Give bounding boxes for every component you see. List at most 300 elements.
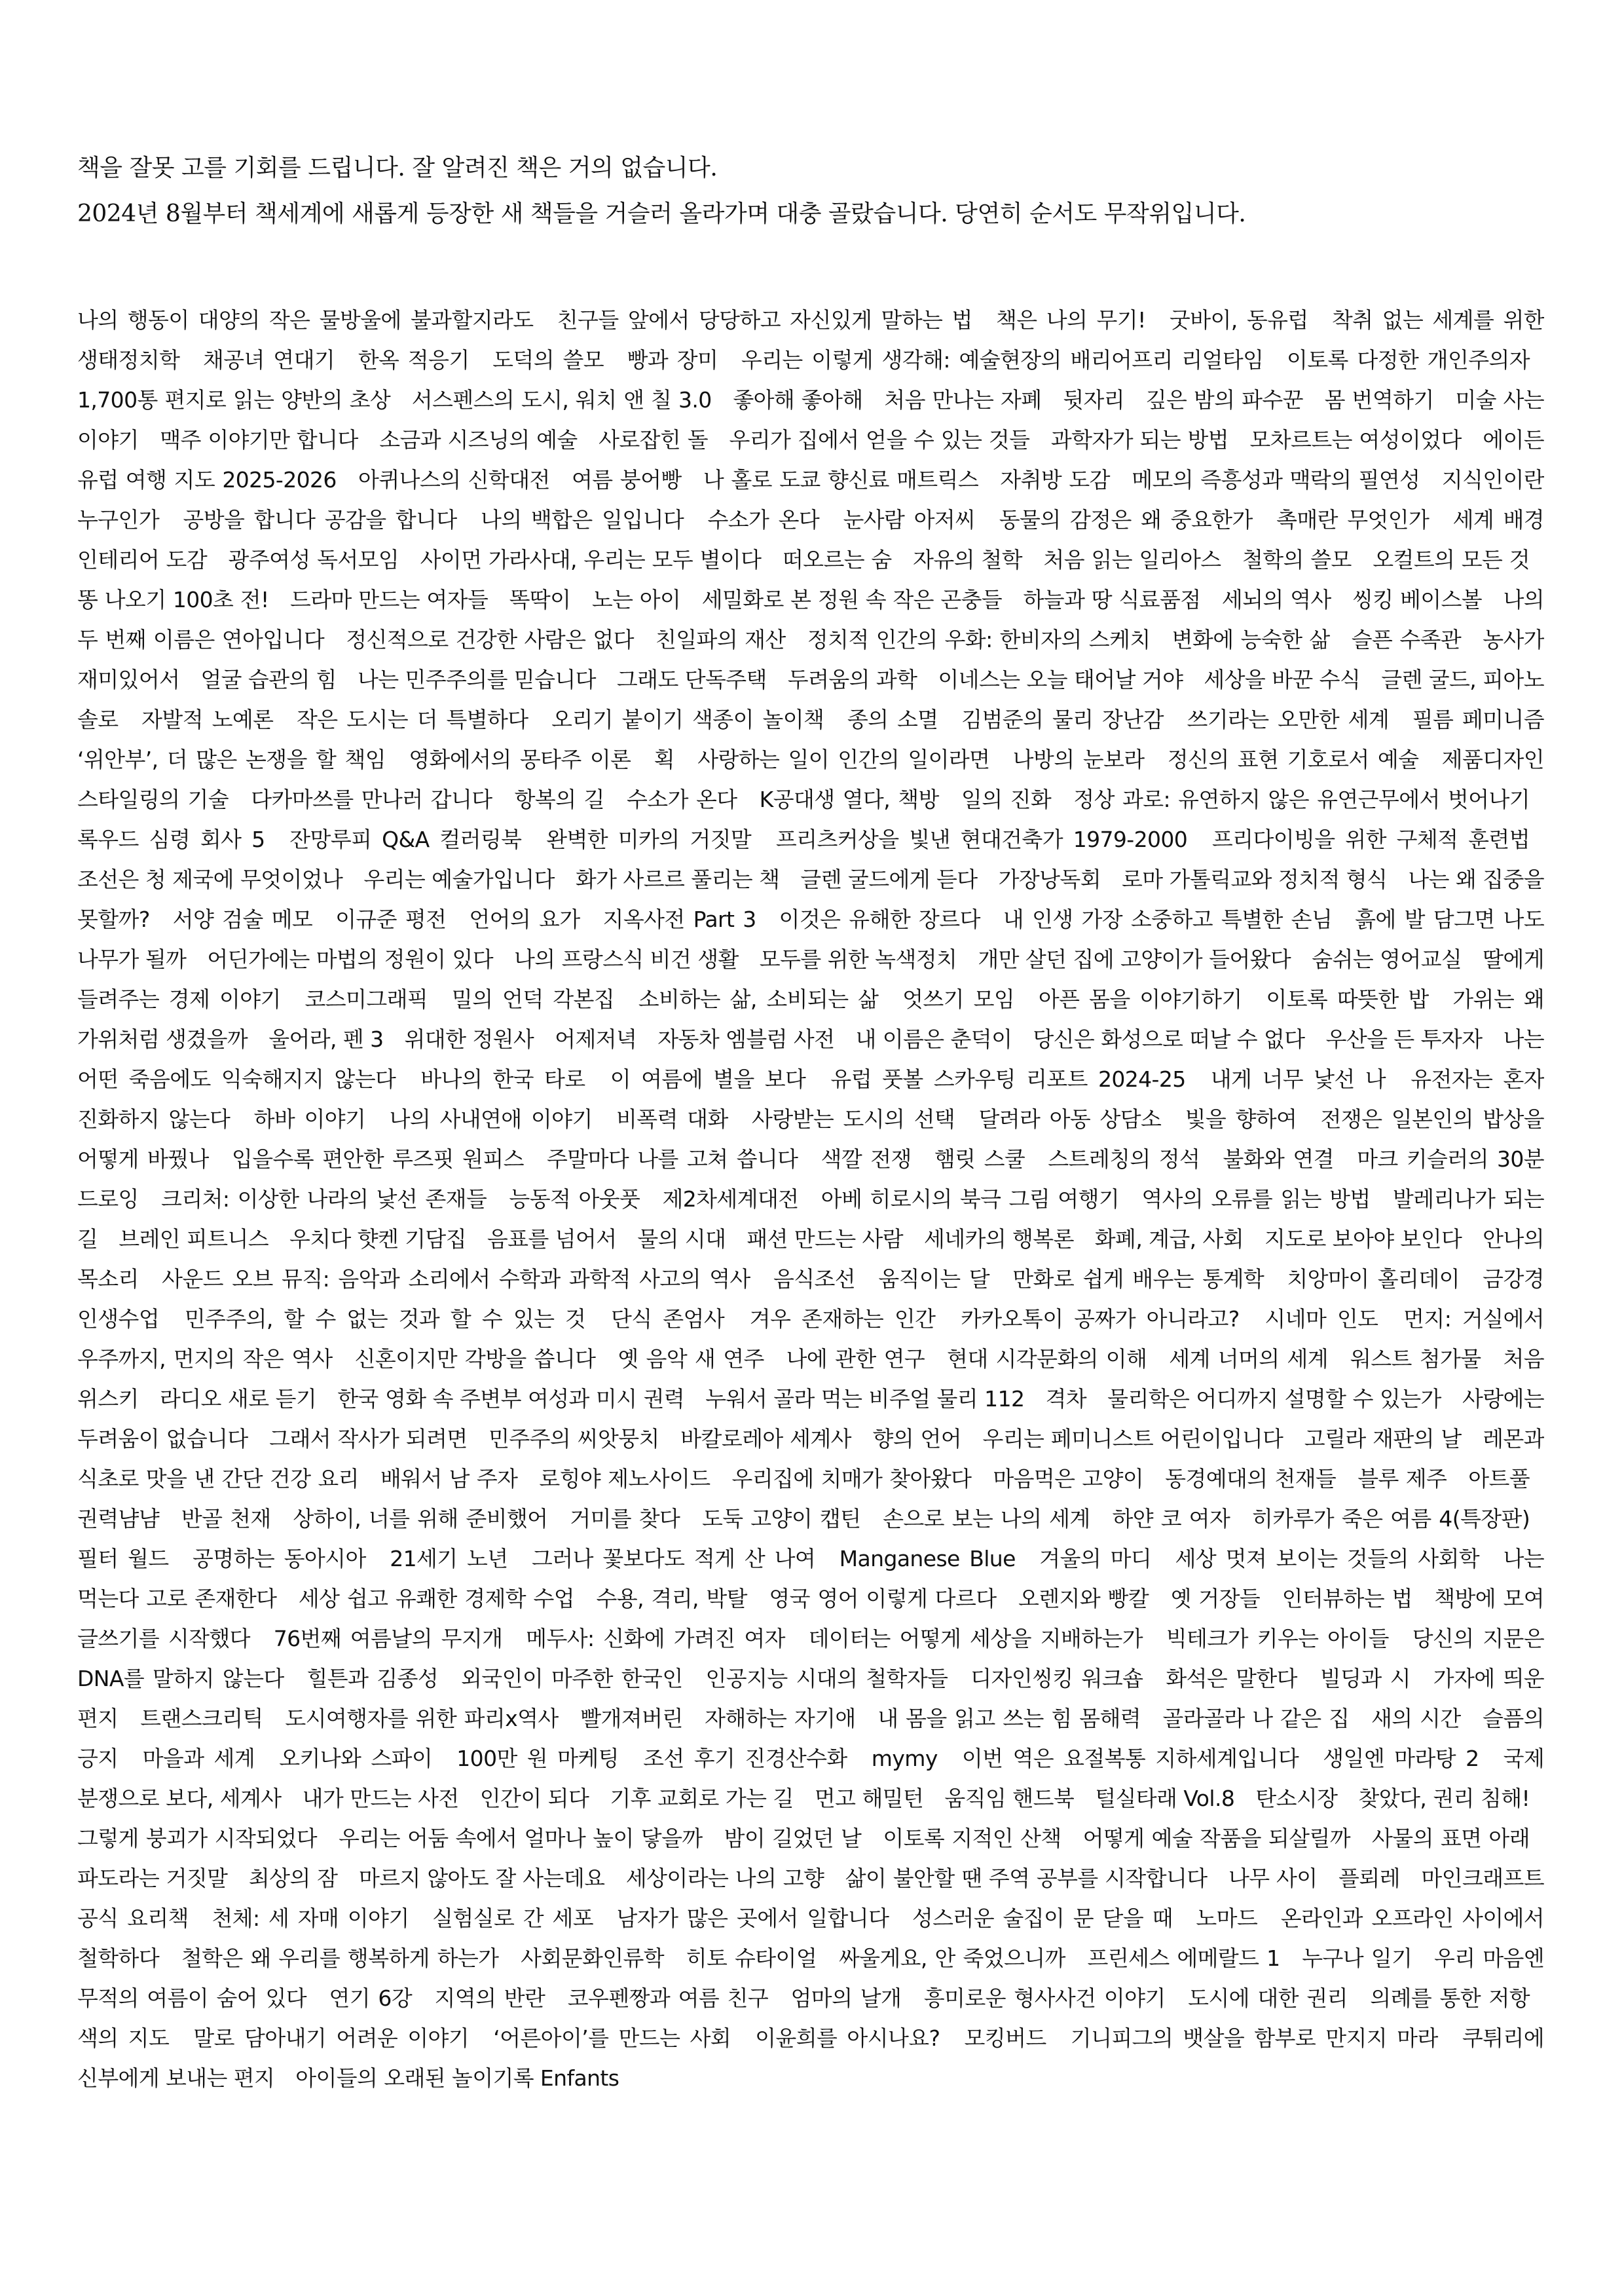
book-title: 물의 시대 xyxy=(637,1226,726,1252)
book-title: 나는 왜 집중을 못할까? xyxy=(77,867,1544,932)
book-title: 굿바이, 동유럽 xyxy=(1169,307,1308,333)
book-title: 자동차 엠블럼 사전 xyxy=(657,1026,835,1052)
book-title: 엄마의 날개 xyxy=(790,1985,902,2011)
book-title: 우리집에 치매가 찾아왔다 xyxy=(731,1466,972,1492)
book-title: 전쟁은 일본인의 밥상을 어떻게 바꿨나 xyxy=(77,1106,1544,1172)
book-title: 영국 영어 이렇게 다르다 xyxy=(769,1586,997,1611)
book-title: 세상이라는 나의 고향 xyxy=(625,1866,824,1891)
book-title: 아이들의 오래된 놀이기록 Enfants xyxy=(295,2065,619,2091)
book-title: 트랜스크리틱 xyxy=(140,1706,263,1731)
book-title: 나의 사내연애 이야기 xyxy=(389,1106,593,1132)
book-title: 우리가 집에서 얻을 수 있는 것들 xyxy=(729,427,1030,453)
book-title: 로마 가톨릭교와 정치적 형식 xyxy=(1121,867,1388,892)
book-title: 사로잡힌 돌 xyxy=(599,427,708,453)
book-title: 음식조선 xyxy=(773,1266,856,1292)
book-title: 글렌 굴드에게 듣다 xyxy=(800,867,978,892)
book-title: 책은 나의 무기! xyxy=(996,307,1146,333)
book-title: 이번 역은 요절복통 지하세계입니다 xyxy=(961,1746,1299,1771)
book-title: 엇쓰기 모임 xyxy=(902,986,1015,1012)
book-title: 우치다 햣켄 기담집 xyxy=(289,1226,466,1252)
book-title: 드라마 만드는 여자들 xyxy=(289,587,489,612)
book-title: 이토록 지적인 산책 xyxy=(883,1826,1061,1851)
book-title: 쓰기라는 오만한 세계 xyxy=(1187,707,1390,732)
book-title: 나에 관한 연구 xyxy=(786,1346,925,1372)
book-title: 이토록 다정한 개인주의자 xyxy=(1286,347,1530,373)
book-title: 획 xyxy=(654,747,674,772)
book-title: 이네스는 오늘 태어날 거야 xyxy=(938,667,1183,692)
book-title: 딸에게 들려주는 경제 이야기 xyxy=(77,947,1544,1012)
book-title: 빌딩과 시 xyxy=(1320,1666,1411,1691)
book-title: 철학의 쓸모 xyxy=(1242,547,1352,572)
book-title: 기후 교회로 가는 길 xyxy=(610,1786,794,1811)
book-title: 먼고 해밀턴 xyxy=(814,1786,924,1811)
book-title: 찾았다, 권리 침해! xyxy=(1358,1786,1530,1811)
book-title: 이 여름에 별을 보다 xyxy=(610,1066,806,1092)
book-title: 록우드 심령 회사 5 xyxy=(77,827,265,852)
book-title: 골라골라 나 같은 집 xyxy=(1162,1706,1350,1731)
book-title: 지옥사전 Part 3 xyxy=(602,907,756,932)
book-title: 공명하는 동아시아 xyxy=(193,1546,366,1571)
book-title: 빛을 향하여 xyxy=(1185,1106,1297,1132)
book-title: 마크 키슬러의 30분 드로잉 xyxy=(77,1146,1544,1212)
book-title: 메두사: 신화에 가려진 여자 xyxy=(526,1626,785,1651)
book-title: 모킹버드 xyxy=(964,2025,1046,2051)
book-title: 남자가 많은 곳에서 일합니다 xyxy=(616,1905,889,1931)
book-title: 색의 지도 xyxy=(77,2025,170,2051)
book-title: mymy xyxy=(871,1746,938,1771)
book-title: 책방에 모여 글쓰기를 시작했다 xyxy=(77,1586,1544,1651)
book-title: Manganese Blue xyxy=(839,1546,1016,1571)
book-title: 아픈 몸을 이야기하기 xyxy=(1038,986,1242,1012)
book-title: 과학자가 되는 방법 xyxy=(1050,427,1229,453)
book-title: 완벽한 미카의 거짓말 xyxy=(546,827,752,852)
book-title: 나의 두 번째 이름은 연아입니다 xyxy=(77,587,1544,652)
book-title: 인간이 되다 xyxy=(479,1786,589,1811)
book-title: 잔망루피 Q&A 컬러링북 xyxy=(289,827,522,852)
book-title: 나는 먹는다 고로 존재한다 xyxy=(77,1546,1544,1611)
book-title: 세상 멋져 보이는 것들의 사회학 xyxy=(1175,1546,1480,1571)
book-title: 그렇게 붕괴가 시작되었다 xyxy=(77,1826,318,1851)
book-title: 지역의 반란 xyxy=(434,1985,545,2011)
book-title: 시네마 인도 xyxy=(1264,1306,1378,1332)
book-title: 음표를 넘어서 xyxy=(487,1226,617,1252)
intro-line-2: 2024년 8월부터 책세계에 새롭게 등장한 새 책들을 거슬러 올라가며 대충 골랐습니다. 당연히 순서도 무작위입니다. xyxy=(77,200,1246,227)
book-title: 화폐, 계급, 사회 xyxy=(1094,1226,1244,1252)
book-title: 수소가 온다 xyxy=(707,507,820,533)
book-title: 마인크래프트 공식 요리책 xyxy=(77,1866,1544,1931)
book-title: 색깔 전쟁 xyxy=(821,1146,912,1172)
book-title: 사랑하는 일이 인간의 일이라면 xyxy=(697,747,990,772)
book-title: 겨울의 마디 xyxy=(1039,1546,1152,1571)
book-title: 깊은 밤의 파수꾼 xyxy=(1145,387,1303,413)
book-title: 프린세스 에메랄드 1 xyxy=(1087,1945,1280,1971)
book-title: 권력냠냠 xyxy=(77,1506,160,1531)
book-title: 소비하는 삶, 소비되는 삶 xyxy=(638,986,879,1012)
book-title: 오리기 붙이기 색종이 놀이책 xyxy=(551,707,824,732)
book-title: 단식 존엄사 xyxy=(611,1306,725,1332)
book-title: 밀의 언덕 각본집 xyxy=(451,986,615,1012)
book-title: 친구들 앞에서 당당하고 자신있게 말하는 법 xyxy=(557,307,972,333)
book-title: 움직임 핸드북 xyxy=(944,1786,1075,1811)
book-title: 위대한 정원사 xyxy=(404,1026,534,1052)
book-title: 안나의 목소리 xyxy=(77,1226,1544,1292)
book-title: 당신은 화성으로 떠날 수 없다 xyxy=(1033,1026,1305,1052)
book-title: 당신의 지문은 DNA를 말하지 않는다 xyxy=(77,1626,1544,1691)
book-title: 로힝야 제노사이드 xyxy=(539,1466,710,1492)
book-title: 좋아해 좋아해 xyxy=(733,387,863,413)
book-title: 동물의 감정은 왜 중요한가 xyxy=(999,507,1253,533)
book-title: 나방의 눈보라 xyxy=(1012,747,1145,772)
book-title: 마음먹은 고양이 xyxy=(993,1466,1144,1492)
book-title: 유럽 풋볼 스카우팅 리포트 2024-25 xyxy=(830,1066,1186,1092)
book-title: 정신의 표현 기호로서 예술 xyxy=(1167,747,1419,772)
book-title: 패션 만드는 사람 xyxy=(747,1226,904,1252)
book-title: 도둑 고양이 캡틴 xyxy=(702,1506,861,1531)
book-title: 사랑에는 두려움이 없습니다 xyxy=(77,1386,1544,1452)
book-title: 이규준 평전 xyxy=(335,907,447,932)
intro-line-1: 책을 잘못 고를 기회를 드립니다. 잘 알려진 책은 거의 없습니다. xyxy=(77,155,718,181)
book-title: 바나의 한국 타로 xyxy=(420,1066,585,1092)
book-title: 지식인이란 누구인가 xyxy=(77,467,1544,533)
book-title: 의례를 통한 저항 xyxy=(1370,1985,1530,2011)
book-title: 고릴라 재판의 날 xyxy=(1304,1426,1462,1452)
book-title: 세네카의 행복론 xyxy=(924,1226,1074,1252)
book-title: 에이든 유럽 여행 지도 2025-2026 xyxy=(77,427,1544,493)
book-title: 달려라 아동 상담소 xyxy=(978,1106,1162,1132)
book-title: 불화와 연결 xyxy=(1223,1146,1334,1172)
book-title: 이토록 따뜻한 밥 xyxy=(1266,986,1429,1012)
book-title: 1,700통 편지로 읽는 양반의 초상 xyxy=(77,387,391,413)
book-title: 배워서 남 주자 xyxy=(380,1466,518,1492)
book-title: 내 몸을 읽고 쓰는 힘 몸해력 xyxy=(877,1706,1141,1731)
book-title: 카카오톡이 공짜가 아니라고? xyxy=(961,1306,1240,1332)
book-title: 데이터는 어떻게 세상을 지배하는가 xyxy=(808,1626,1143,1651)
book-title: 삶이 불안할 땐 주역 공부를 시작합니다 xyxy=(845,1866,1208,1891)
book-title: 금강경 인생수업 xyxy=(77,1266,1544,1332)
book-title: 아베 히로시의 북극 그림 여행기 xyxy=(821,1186,1120,1212)
book-title: 라디오 새로 듣기 xyxy=(159,1386,317,1412)
book-title: 실험실로 간 세포 xyxy=(432,1905,594,1931)
book-title: 기니피그의 뱃살을 함부로 만지지 마라 xyxy=(1070,2025,1438,2051)
book-title: 내 인생 가장 소중하고 특별한 손님 xyxy=(1003,907,1333,932)
book-title: 격차 xyxy=(1045,1386,1087,1412)
book-title: 민주주의, 할 수 없는 것과 할 수 있는 것 xyxy=(184,1306,586,1332)
book-title: 역사의 오류를 읽는 방법 xyxy=(1141,1186,1371,1212)
book-title: 주말마다 나를 고쳐 씁니다 xyxy=(547,1146,798,1172)
book-title: 오키나와 스파이 xyxy=(279,1746,433,1771)
book-title: 농사가 재미있어서 xyxy=(77,627,1544,692)
book-title: 상하이, 너를 위해 준비했어 xyxy=(293,1506,548,1531)
book-title: 나의 프랑스식 비건 생활 xyxy=(514,947,739,972)
book-title: 이것은 유해한 장르다 xyxy=(779,907,980,932)
book-title: 내게 너무 낯선 나 xyxy=(1210,1066,1386,1092)
book-title: 우리는 예술가입니다 xyxy=(363,867,555,892)
book-title: 국제 분쟁으로 보다, 세계사 xyxy=(77,1746,1544,1811)
book-title: 어떻게 예술 작품을 되살릴까 xyxy=(1082,1826,1350,1851)
book-title: 사이먼 가라사대, 우리는 모두 별이다 xyxy=(420,547,762,572)
book-title: 나의 백합은 일입니다 xyxy=(481,507,684,533)
book-title: 흥미로운 형사사건 이야기 xyxy=(923,1985,1166,2011)
book-title: 채공녀 연대기 xyxy=(202,347,335,373)
book-title: 처음 읽는 일리아스 xyxy=(1043,547,1221,572)
book-title: 소금과 시즈닝의 예술 xyxy=(379,427,578,453)
book-title: 우리는 페미니스트 어린이입니다 xyxy=(982,1426,1283,1452)
book-title: 유전자는 혼자 진화하지 않는다 xyxy=(77,1066,1544,1132)
book-title: 가장낭독회 xyxy=(998,867,1101,892)
book-title: 프리츠커상을 빛낸 현대건축가 1979-2000 xyxy=(775,827,1188,852)
book-title: 서스펜스의 도시, 워치 앤 칠 3.0 xyxy=(411,387,712,413)
book-title: 정신적으로 건강한 사람은 없다 xyxy=(346,627,634,652)
book-title: 도시여행자를 위한 파리x역사 xyxy=(285,1706,559,1731)
book-title: 나는 민주주의를 믿습니다 xyxy=(357,667,596,692)
book-title: 착취 없는 세계를 위한 생태정치학 xyxy=(77,307,1544,373)
book-title: 세계 배경 인테리어 도감 xyxy=(77,507,1544,572)
book-title: 레몬과 식초로 맛을 낸 간단 건강 요리 xyxy=(77,1426,1544,1492)
book-title: 오컬트의 모든 것 xyxy=(1373,547,1530,572)
book-title: 21세기 노년 xyxy=(390,1546,508,1571)
book-title: 지도로 보아야 보인다 xyxy=(1264,1226,1462,1252)
book-title: 노는 아이 xyxy=(591,587,681,612)
book-title-list xyxy=(77,300,1544,2098)
book-title: 하늘과 땅 식료품점 xyxy=(1023,587,1201,612)
book-title: 빵과 장미 xyxy=(627,347,718,373)
book-title: 그러나 꽃보다도 적게 산 나여 xyxy=(532,1546,816,1571)
book-title: 화가 사르르 풀리는 책 xyxy=(575,867,780,892)
book-title: 말로 담아내기 어려운 이야기 xyxy=(193,2025,470,2051)
book-title: 치앙마이 홀리데이 xyxy=(1287,1266,1460,1292)
book-title: 마르지 않아도 잘 사는데요 xyxy=(358,1866,605,1891)
book-title: 햄릿 스쿨 xyxy=(934,1146,1025,1172)
book-title: 메모의 즉흥성과 맥락의 필연성 xyxy=(1132,467,1420,493)
book-title: 자발적 노예론 xyxy=(141,707,274,732)
book-title: 언어의 요가 xyxy=(469,907,580,932)
book-title: 움직이는 달 xyxy=(878,1266,990,1292)
book-title: 세상을 바꾼 수식 xyxy=(1204,667,1361,692)
book-title: 친일파의 재산 xyxy=(655,627,786,652)
book-title: 털실타래 Vol.8 xyxy=(1095,1786,1235,1811)
book-title: 오렌지와 빵칼 xyxy=(1018,1586,1149,1611)
book-title: 종의 소멸 xyxy=(847,707,938,732)
book-title: 빅테크가 키우는 아이들 xyxy=(1166,1626,1389,1651)
book-title: 동경예대의 천재들 xyxy=(1165,1466,1337,1492)
book-title: 힐튼과 김종성 xyxy=(306,1666,439,1691)
book-title: 나의 행동이 대양의 작은 물방울에 불과할지라도 xyxy=(77,307,534,333)
book-title: 민주주의 씨앗뭉치 xyxy=(489,1426,659,1452)
book-title: 히카루가 죽은 여름 4(특장판) xyxy=(1251,1506,1530,1531)
book-title: 만화로 쉽게 배우는 통계학 xyxy=(1012,1266,1264,1292)
book-title: 세상 쉽고 유쾌한 경제학 수업 xyxy=(298,1586,575,1611)
book-title: 수소가 온다 xyxy=(627,787,737,812)
book-title: 온라인과 오프라인 사이에서 철학하다 xyxy=(77,1905,1544,1971)
book-title: 100만 원 마케팅 xyxy=(456,1746,619,1771)
book-title: 빨개져버린 xyxy=(580,1706,683,1731)
book-title: 우리는 어둠 속에서 얼마나 높이 닿을까 xyxy=(339,1826,703,1851)
book-title: 가위는 왜 가위처럼 생겼을까 xyxy=(77,986,1544,1052)
book-title: 거미를 찾다 xyxy=(570,1506,680,1531)
book-title: 사랑받는 도시의 선택 xyxy=(752,1106,955,1132)
book-title: 광주여성 독서모임 xyxy=(228,547,399,572)
book-title: 사물의 표면 아래 xyxy=(1372,1826,1530,1851)
book-title: 우산을 든 투자자 xyxy=(1325,1026,1483,1052)
book-title: 바칼로레아 세계사 xyxy=(680,1426,851,1452)
book-title: 똥 나오기 100초 전! xyxy=(77,587,269,612)
book-title: 처음 만나는 자폐 xyxy=(884,387,1042,413)
book-title: 여름 붕어빵 xyxy=(572,467,682,493)
book-title: 필터 월드 xyxy=(77,1546,169,1571)
book-title: 천체: 세 자매 이야기 xyxy=(212,1905,409,1931)
book-title: 일의 진화 xyxy=(961,787,1052,812)
book-title: 워스트 첨가물 xyxy=(1350,1346,1481,1372)
book-title: 내가 만드는 사전 xyxy=(302,1786,459,1811)
book-title: 조선은 청 제국에 무엇이었나 xyxy=(77,867,343,892)
book-title: 최상의 잠 xyxy=(248,1866,338,1891)
book-title: 새의 시간 xyxy=(1371,1706,1461,1731)
book-title: 탄소시장 xyxy=(1255,1786,1338,1811)
book-title: 옛 거장들 xyxy=(1170,1586,1261,1611)
book-title: 수용, 격리, 박탈 xyxy=(596,1586,747,1611)
book-title: 블루 제주 xyxy=(1357,1466,1447,1492)
book-title: 76번째 여름날의 무지개 xyxy=(273,1626,503,1651)
book-title: 반골 천재 xyxy=(181,1506,271,1531)
book-title: 도시에 대한 권리 xyxy=(1188,1985,1348,2011)
book-title: 모두를 위한 녹색정치 xyxy=(759,947,957,972)
book-title: 디자인씽킹 워크숍 xyxy=(970,1666,1143,1691)
book-title: 철학은 왜 우리를 행복하게 하는가 xyxy=(181,1945,499,1971)
book-title: 필름 페미니즘 ‘위안부’, 더 많은 논쟁을 할 책임 xyxy=(77,707,1544,772)
book-title: 개만 살던 집에 고양이가 들어왔다 xyxy=(978,947,1291,972)
book-title: 인공지능 시대의 철학자들 xyxy=(705,1666,948,1691)
book-title: 아트풀 xyxy=(1468,1466,1530,1492)
book-title: 브레인 피트니스 xyxy=(119,1226,269,1252)
book-title: 우리는 이렇게 생각해: 예술현장의 배리어프리 리얼타임 xyxy=(741,347,1264,373)
book-title: 서양 검술 메모 xyxy=(172,907,313,932)
book-title: 능동적 아웃풋 xyxy=(509,1186,640,1212)
book-title: ‘어른아이’를 만드는 사회 xyxy=(493,2025,731,2051)
book-title: 우리 마음엔 무적의 여름이 숨어 있다 xyxy=(77,1945,1544,2011)
book-title: 눈사람 아저씨 xyxy=(843,507,976,533)
book-title: 제2차세계대전 xyxy=(662,1186,799,1212)
book-title: 도덕의 쓸모 xyxy=(492,347,604,373)
book-title: 슬픔의 긍지 xyxy=(77,1706,1544,1771)
book-title: 몸 번역하기 xyxy=(1324,387,1434,413)
book-title: 세계 너머의 세계 xyxy=(1169,1346,1329,1372)
book-title: 스트레칭의 정석 xyxy=(1048,1146,1200,1172)
book-title: 촉매란 무엇인가 xyxy=(1276,507,1430,533)
book-title: 먼지: 거실에서 우주까지, 먼지의 작은 역사 xyxy=(77,1306,1544,1372)
book-title: 코스미그래픽 xyxy=(304,986,428,1012)
book-title: 김범준의 물리 장난감 xyxy=(961,707,1164,732)
book-title: 누워서 골라 먹는 비주얼 물리 112 xyxy=(705,1386,1025,1412)
book-title: 모차르트는 여성이었다 xyxy=(1249,427,1462,453)
book-title: 향의 언어 xyxy=(872,1426,962,1452)
book-title: 신혼이지만 각방을 씁니다 xyxy=(354,1346,596,1372)
book-title: 숨쉬는 영어교실 xyxy=(1312,947,1462,972)
book-title: 노마드 xyxy=(1196,1905,1258,1931)
book-title: 떠오르는 숨 xyxy=(782,547,892,572)
book-title: 생일엔 마라탕 2 xyxy=(1323,1746,1479,1771)
book-title: 히토 슈타이얼 xyxy=(686,1945,817,1971)
book-title: 한옥 적응기 xyxy=(358,347,470,373)
book-title: 자해하는 자기애 xyxy=(705,1706,856,1731)
book-title: 나무 사이 xyxy=(1228,1866,1318,1891)
book-title: 얼굴 습관의 힘 xyxy=(200,667,337,692)
book-title: 외국인이 마주한 한국인 xyxy=(461,1666,683,1691)
book-title: 슬픈 수족관 xyxy=(1351,627,1462,652)
book-title: 제품디자인 스타일링의 기술 xyxy=(77,747,1544,812)
book-title: 정상 과로: 유연하지 않은 유연근무에서 벗어나기 xyxy=(1073,787,1530,812)
intro-block xyxy=(77,145,1557,237)
book-title: 조선 후기 진경산수화 xyxy=(643,1746,847,1771)
book-title: 옛 음악 새 연주 xyxy=(618,1346,764,1372)
book-title: 변화에 능숙한 삶 xyxy=(1172,627,1330,652)
book-title: 물리학은 어디까지 설명할 수 있는가 xyxy=(1107,1386,1441,1412)
book-title: 싸울게요, 안 죽었으니까 xyxy=(838,1945,1065,1971)
book-title: 플뢰레 xyxy=(1338,1866,1400,1891)
book-title: 나는 어떤 죽음에도 익숙해지지 않는다 xyxy=(77,1026,1544,1092)
book-title: 사운드 오브 뮤직: 음악과 소리에서 수학과 과학적 사고의 역사 xyxy=(162,1266,750,1292)
book-title: 사회문화인류학 xyxy=(521,1945,665,1971)
book-title: 미술 사는 이야기 xyxy=(77,387,1544,453)
book-title: 똑딱이 xyxy=(509,587,571,612)
book-title: 하바 이야기 xyxy=(253,1106,366,1132)
book-title: 누구나 일기 xyxy=(1302,1945,1412,1971)
book-title: 씽킹 베이스볼 xyxy=(1352,587,1483,612)
book-title: 비폭력 대화 xyxy=(616,1106,728,1132)
book-title: 세밀화로 본 정원 속 작은 곤충들 xyxy=(701,587,1003,612)
book-title: 어딘가에는 마법의 정원이 있다 xyxy=(207,947,494,972)
book-title: 항복의 길 xyxy=(514,787,604,812)
book-title: 밤이 길었던 날 xyxy=(724,1826,862,1851)
book-title: 맥주 이야기만 합니다 xyxy=(160,427,358,453)
book-title: 화석은 말한다 xyxy=(1166,1666,1297,1691)
book-title: 손으로 보는 나의 세계 xyxy=(883,1506,1090,1531)
book-title: 현대 시각문화의 이해 xyxy=(947,1346,1147,1372)
book-title: 그래서 작사가 되려면 xyxy=(269,1426,468,1452)
book-title: 정치적 인간의 우화: 한비자의 스케치 xyxy=(807,627,1151,652)
book-title: 연기 6강 xyxy=(329,1985,413,2011)
book-title: 입을수록 편안한 루즈핏 원피스 xyxy=(231,1146,524,1172)
book-title: 어제저녁 xyxy=(555,1026,637,1052)
book-title: 흙에 발 담그면 나도 나무가 될까 xyxy=(77,907,1544,972)
book-title: 성스러운 술집이 문 닫을 때 xyxy=(912,1905,1173,1931)
book-title: 마을과 세계 xyxy=(142,1746,255,1771)
book-title: 크리처: 이상한 나라의 낯선 존재들 xyxy=(161,1186,487,1212)
book-title: 나 홀로 도쿄 향신료 매트릭스 xyxy=(703,467,979,493)
book-title: 쿠튀리에 신부에게 보내는 편지 xyxy=(77,2025,1544,2091)
book-title: 글렌 굴드, 피아노 솔로 xyxy=(77,667,1544,732)
book-title: 처음 위스키 xyxy=(77,1346,1544,1412)
book-title: 파도라는 거짓말 xyxy=(77,1866,228,1891)
book-title: 세뇌의 역사 xyxy=(1221,587,1331,612)
book-title: 자유의 철학 xyxy=(913,547,1022,572)
book-title: 프리다이빙을 위한 구체적 훈련법 xyxy=(1211,827,1530,852)
book-title: 뒷자리 xyxy=(1063,387,1125,413)
book-title: 다카마쓰를 만나러 갑니다 xyxy=(251,787,492,812)
book-title: 공방을 합니다 공감을 합니다 xyxy=(183,507,457,533)
book-title: 코우펜짱과 여름 친구 xyxy=(567,1985,769,2011)
book-title: 자취방 도감 xyxy=(1000,467,1110,493)
book-title: 영화에서의 몽타주 이론 xyxy=(409,747,631,772)
book-title: 하얀 코 여자 xyxy=(1112,1506,1230,1531)
book-title: 인터뷰하는 법 xyxy=(1282,1586,1412,1611)
book-title: 작은 도시는 더 특별하다 xyxy=(297,707,528,732)
book-title: 두려움의 과학 xyxy=(787,667,917,692)
book-title: 그래도 단독주택 xyxy=(616,667,767,692)
book-title: 울어라, 펜 3 xyxy=(268,1026,384,1052)
book-title: 내 이름은 춘덕이 xyxy=(855,1026,1012,1052)
book-title: 발레리나가 되는 길 xyxy=(77,1186,1544,1252)
book-title: 이윤희를 아시나요? xyxy=(755,2025,940,2051)
